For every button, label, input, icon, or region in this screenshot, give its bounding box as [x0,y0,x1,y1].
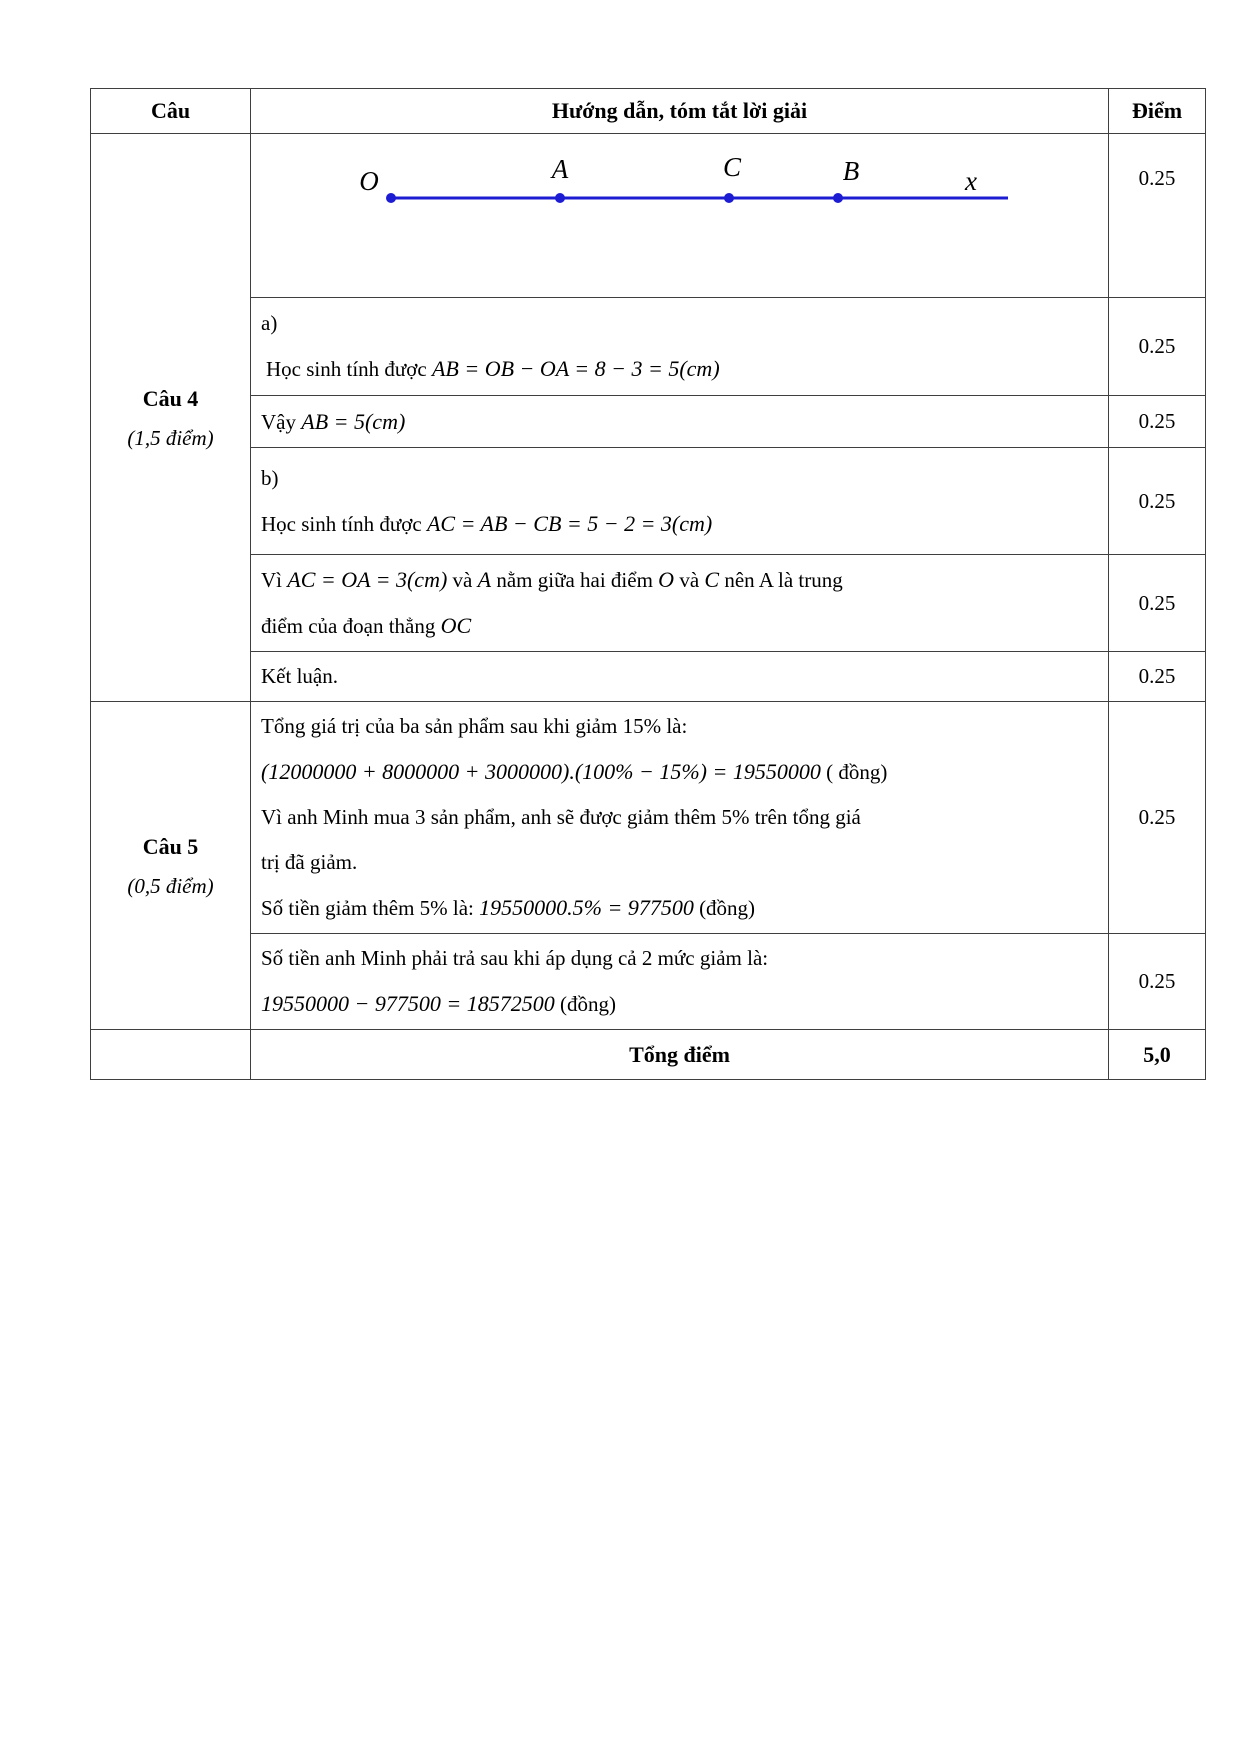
question4-title: Câu 4 [142,385,199,411]
row-a [91,298,1206,396]
header-solution: Hướng dẫn, tóm tắt lời giải [251,89,1109,134]
q5-line2-formula: (12000000 + 8000000 + 3000000).(100% − 15%) = 19550000 [261,759,821,784]
row-conclusion [91,652,1206,702]
row-b-reason [91,555,1206,652]
total-row [91,1030,1206,1080]
a-conclusion-text: Vậy [261,409,296,434]
score-cell-diagram: 0.25 [1109,134,1206,298]
row-a-conclusion [91,396,1206,448]
solution-b-formula: AC = AB − CB = 5 − 2 = 3(cm) [426,510,713,536]
number-line-diagram-cell [251,134,1109,298]
b-reason-seg1: Vì [261,568,282,592]
solution-a-cell [251,298,1109,396]
total-empty-cell [91,1030,251,1080]
q5-line5-label: Số tiền giảm thêm 5% là: [261,896,474,920]
q5-final-line1: Số tiền anh Minh phải trả sau khi áp dụng cả 2 mức giảm là: [261,946,769,970]
q5-line5 [261,885,1098,931]
point-dot-O [386,193,396,203]
q5-main-cell [251,702,1109,934]
number-line-diagram [251,134,1107,292]
question4-subtitle: (1,5 điểm) [127,425,214,450]
solution-b-reason-cell [251,555,1109,652]
diagram-row [91,134,1206,298]
point-dot-A [555,193,565,203]
solution-a-formula: AB = OB − OA = 8 − 3 = 5(cm) [431,356,720,381]
q5-final-line2 [261,981,1098,1027]
q5-line4: trị đã giảm. [261,850,358,874]
b-reason-line2-math: OC [440,613,472,638]
q5-line5-unit: (đồng) [699,896,756,920]
a-conclusion-formula: AB = 5(cm) [301,408,406,434]
b-reason-seg4: A [477,567,492,592]
question5-cell [91,702,251,1030]
item-label-a: a) [261,311,278,335]
score-cell-q5-main: 0.25 [1109,702,1206,934]
q5-line3: Vì anh Minh mua 3 sản phẩm, anh sẽ được giảm thêm 5% trên tổng giá [261,805,861,829]
row-q5-final [91,934,1206,1030]
total-score: 5,0 [1109,1030,1206,1080]
score-cell-b-reason: 0.25 [1109,555,1206,652]
score-cell-conclusion: 0.25 [1109,652,1206,702]
b-reason-line2-text: điểm của đoạn thẳng [261,614,436,638]
score-cell-a-conclusion: 0.25 [1109,396,1206,448]
row-b [91,448,1206,555]
axis-label-x: x [965,166,977,196]
b-reason-line2 [261,603,1098,649]
b-reason-seg9: nên A là trung [724,568,843,592]
b-reason-seg7: và [679,568,700,592]
point-dot-B [833,193,843,203]
question5-subtitle: (0,5 điểm) [127,873,214,898]
score-cell-a: 0.25 [1109,298,1206,396]
item-label-b: b) [261,465,279,490]
score-cell-b: 0.25 [1109,448,1206,555]
point-label-B: B [842,156,860,186]
b-reason-seg2: AC = OA = 3(cm) [287,567,448,592]
solution-a-conclusion-cell [251,396,1109,448]
conclusion-cell: Kết luận. [251,652,1109,702]
q5-line1: Tổng giá trị của ba sản phẩm sau khi giảm 15% là: [261,714,688,738]
b-reason-seg8: C [704,567,720,592]
q5-final-unit: (đồng) [559,992,616,1016]
header-score: Điểm [1109,89,1206,134]
q5-final-formula: 19550000 − 977500 = 18572500 [261,991,555,1016]
q5-line2-unit: ( đồng) [826,760,888,784]
q5-final-cell [251,934,1109,1030]
row-q5-main [91,702,1206,934]
b-reason-seg3: và [452,568,473,592]
score-cell-q5-final: 0.25 [1109,934,1206,1030]
solution-b-text: Học sinh tính được [261,511,422,536]
question4-cell [91,134,251,702]
solution-b-cell [251,448,1109,555]
grading-table [90,88,1206,1080]
b-reason-seg5: nằm giữa hai điểm [496,568,653,592]
solution-b-line [261,501,1098,547]
b-reason-line1 [261,557,1098,603]
q5-line2 [261,749,1098,795]
point-label-C: C [722,152,742,182]
q5-line5-formula: 19550000.5% = 977500 [479,895,694,920]
solution-a-line [261,346,1098,392]
header-question: Câu [91,89,251,134]
point-label-A: A [551,154,569,184]
point-label-O: O [359,166,379,196]
table-header-row [91,89,1206,134]
solution-a-text: Học sinh tính được [266,357,427,381]
point-dot-C [724,193,734,203]
total-label: Tổng điểm [251,1030,1109,1080]
b-reason-seg6: O [658,567,675,592]
question5-title: Câu 5 [142,833,199,859]
